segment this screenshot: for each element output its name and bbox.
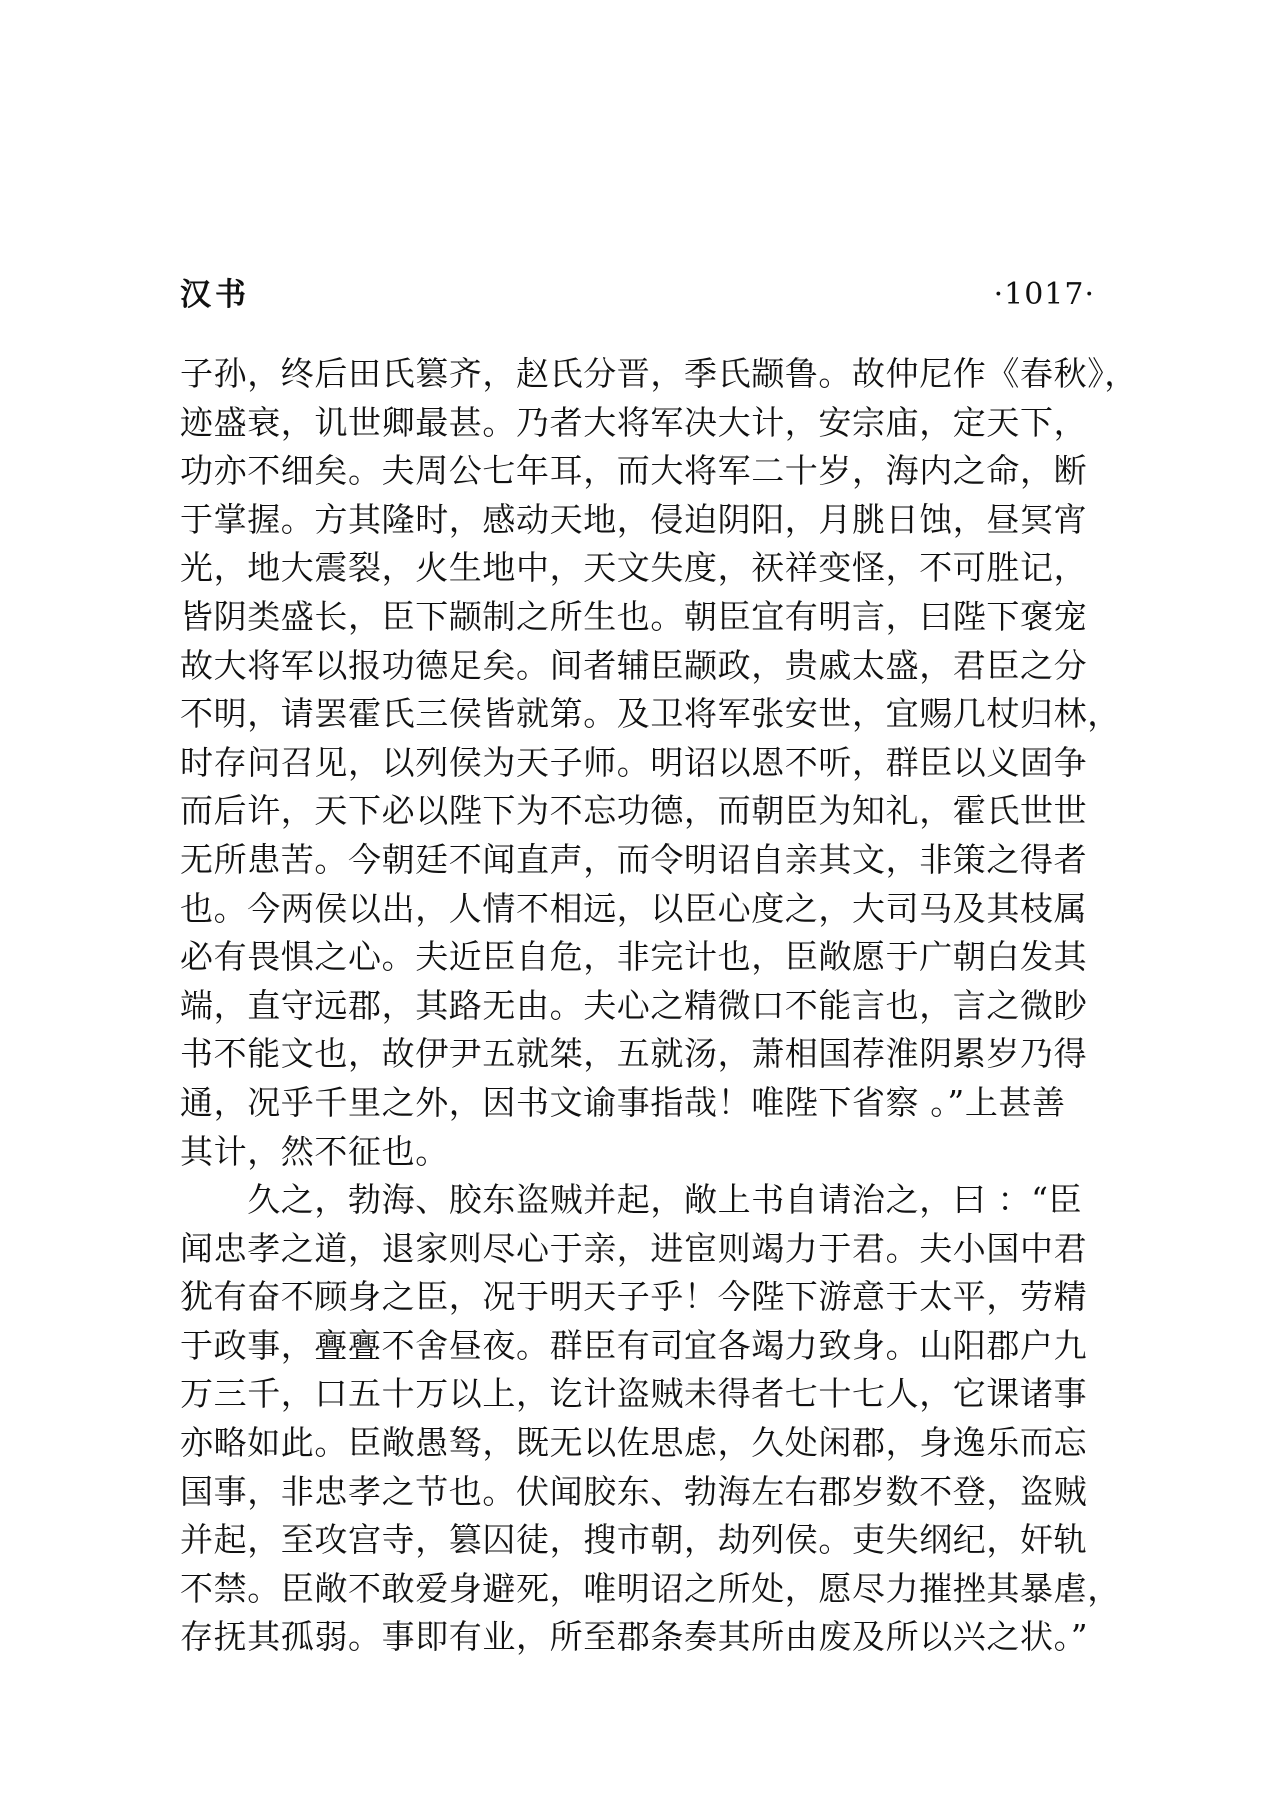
text-line: 于政事，亹亹不舍昼夜。群臣有司宜各竭力致身。山阳郡户九 bbox=[180, 1325, 1088, 1365]
text-line: 存抚其孤弱。事即有业，所至郡条奏其所由废及所以兴之状。” bbox=[180, 1617, 1089, 1657]
text-line: 迹盛衰，讥世卿最甚。乃者大将军决大计，安宗庙，定天下， bbox=[180, 402, 1088, 442]
text-line: 久之，勃海、胶东盗贼并起，敞上书自请治之，曰 ：“臣 bbox=[180, 1180, 1083, 1220]
text-line: 犹有奋不顾身之臣，况于明天子乎！今陛下游意于太平，劳精 bbox=[180, 1277, 1088, 1317]
text-line: 皆阴类盛长，臣下颛制之所生也。朝臣宜有明言，曰陛下褒宠 bbox=[180, 596, 1088, 636]
text-line: 万三千，口五十万以上，讫计盗贼未得者七十七人，它课诸事 bbox=[180, 1374, 1088, 1414]
text-line: 闻忠孝之道，退家则尽心于亲，进宦则竭力于君。夫小国中君 bbox=[180, 1228, 1088, 1268]
text-line: 于掌握。方其隆时，感动天地，侵迫阴阳，月朓日蚀，昼冥宵 bbox=[180, 499, 1088, 539]
text-line: 而后许，天下必以陛下为不忘功德，而朝臣为知礼，霍氏世世 bbox=[180, 791, 1088, 831]
text-line: 无所患苦。今朝廷不闻直声，而令明诏自亲其文，非策之得者 bbox=[180, 839, 1088, 879]
text-line: 书不能文也，故伊尹五就桀，五就汤，萧相国荐淮阴累岁乃得 bbox=[180, 1034, 1088, 1074]
body-text bbox=[180, 350, 1138, 1662]
text-line: 不禁。臣敞不敢爱身避死，唯明诏之所处，愿尽力摧挫其暴虐， bbox=[180, 1568, 1121, 1608]
text-line: 故大将军以报功德足矣。间者辅臣颛政，贵戚太盛，君臣之分 bbox=[180, 645, 1088, 685]
text-line: 子孙，终后田氏篡齐，赵氏分晋，季氏颛鲁。故仲尼作《春秋》， bbox=[180, 354, 1138, 393]
text-line: 并起，至攻宫寺，篡囚徒，搜市朝，劫列侯。吏失纲纪，奸轨 bbox=[180, 1520, 1088, 1560]
book-title: 汉书 bbox=[180, 277, 250, 313]
text-line: 也。今两侯以出，人情不相远，以臣心度之，大司马及其枝属 bbox=[180, 888, 1088, 928]
text-line: 必有畏惧之心。夫近臣自危，非完计也，臣敞愿于广朝白发其 bbox=[180, 937, 1088, 977]
text-line: 国事，非忠孝之节也。伏闻胶东、勃海左右郡岁数不登，盗贼 bbox=[180, 1471, 1088, 1511]
text-line: 通，况乎千里之外，因书文谕事指哉！唯陛下省察 。”上甚善 bbox=[180, 1082, 1066, 1122]
text-line: 光，地大震裂，火生地中，天文失度，祆祥变怪，不可胜记， bbox=[180, 548, 1088, 588]
text-line: 功亦不细矣。夫周公七年耳，而大将军二十岁，海内之命，断 bbox=[180, 451, 1088, 491]
page-header bbox=[180, 270, 1095, 320]
page-number: ·1017· bbox=[993, 277, 1095, 312]
text-line: 不明，请罢霍氏三侯皆就第。及卫将军张安世，宜赐几杖归林， bbox=[180, 694, 1121, 734]
text-line: 其计，然不征也。 bbox=[180, 1131, 449, 1171]
text-line: 端，直守远郡，其路无由。夫心之精微口不能言也，言之微眇 bbox=[180, 985, 1088, 1025]
text-line: 亦略如此。臣敞愚驽，既无以佐思虑，久处闲郡，身逸乐而忘 bbox=[180, 1423, 1088, 1463]
text-line: 时存问召见，以列侯为天子师。明诏以恩不听，群臣以义固争 bbox=[180, 742, 1088, 782]
